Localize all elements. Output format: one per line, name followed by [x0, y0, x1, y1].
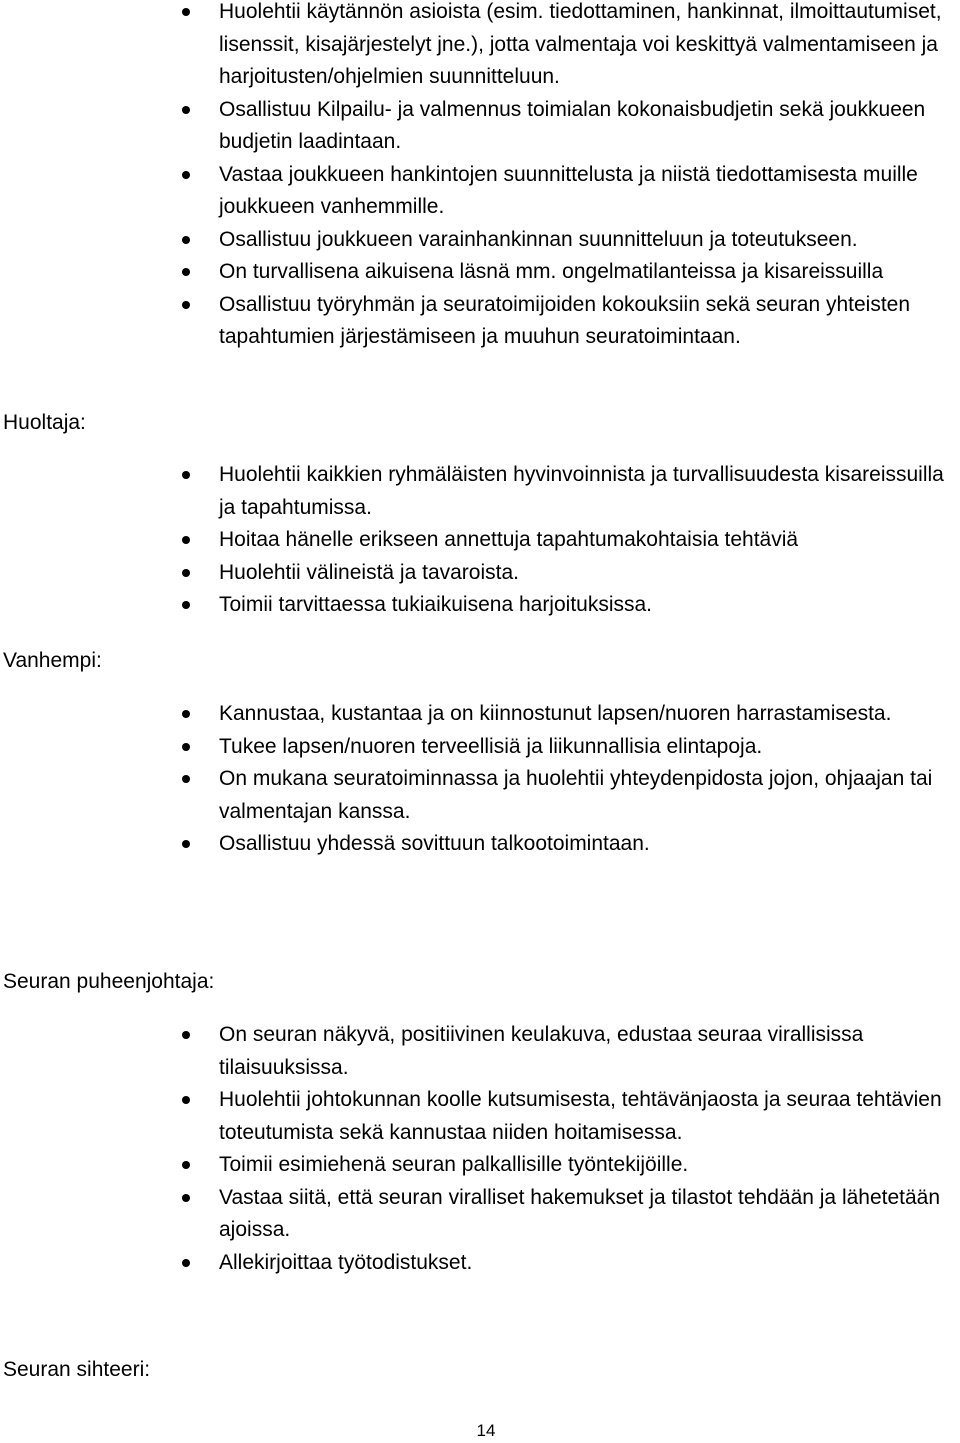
list-item: Osallistuu yhdessä sovittuun talkootoimintaan. [0, 828, 959, 861]
list-item: Huolehtii välineistä ja tavaroista. [0, 557, 959, 590]
page-number: 14 [476, 1421, 496, 1440]
list-item: Osallistuu työryhmän ja seuratoimijoiden kokouksiin sekä seuran yhteisten tapahtumien järjestämiseen ja muuhun seuratoimintaan. [0, 289, 959, 354]
list-item: On mukana seuratoiminnassa ja huolehtii yhteydenpidosta jojon, ohjaajan tai valmentajan kanssa. [0, 763, 959, 828]
huoltaja-heading: Huoltaja: [3, 411, 86, 434]
bullet-icon [182, 236, 190, 244]
bullet-icon [182, 106, 190, 114]
bullet-icon [182, 840, 190, 848]
bullet-icon [182, 171, 190, 179]
puheenjohtaja-heading: Seuran puheenjohtaja: [3, 970, 215, 993]
bullet-icon [182, 1031, 190, 1039]
list-item: Vastaa siitä, että seuran viralliset hakemukset ja tilastot tehdään ja lähetetään ajoissa. [0, 1182, 959, 1247]
list-item: Huolehtii käytännön asioista (esim. tiedottaminen, hankinnat, ilmoittautumiset, lisenssit, kisajärjestelyt jne.), jotta valmentaja voi keskittyä valmentamiseen ja harjoitusten/ohjelmien suunnitteluun. [0, 0, 959, 94]
list-item: Kannustaa, kustantaa ja on kiinnostunut lapsen/nuoren harrastamisesta. [0, 698, 959, 731]
bullet-icon [182, 268, 190, 276]
top-duties-list [0, 0, 959, 354]
bullet-icon [182, 1259, 190, 1267]
bullet-icon [182, 301, 190, 309]
list-item: On turvallisena aikuisena läsnä mm. ongelmatilanteissa ja kisareissuilla [0, 256, 959, 289]
huoltaja-duties-list [0, 459, 959, 622]
bullet-icon [182, 710, 190, 718]
bullet-icon [182, 8, 190, 16]
list-item: Allekirjoittaa työtodistukset. [0, 1247, 959, 1280]
list-item: Toimii tarvittaessa tukiaikuisena harjoituksissa. [0, 589, 959, 622]
bullet-icon [182, 601, 190, 609]
list-item: Osallistuu joukkueen varainhankinnan suunnitteluun ja toteutukseen. [0, 224, 959, 257]
vanhempi-heading: Vanhempi: [3, 649, 102, 672]
list-item: Huolehtii kaikkien ryhmäläisten hyvinvoinnista ja turvallisuudesta kisareissuilla ja tapahtumissa. [0, 459, 959, 524]
sihteeri-heading: Seuran sihteeri: [3, 1358, 151, 1381]
bullet-icon [182, 569, 190, 577]
list-item: Toimii esimiehenä seuran palkallisille työntekijöille. [0, 1149, 959, 1182]
bullet-icon [182, 536, 190, 544]
list-item: Osallistuu Kilpailu- ja valmennus toimialan kokonaisbudjetin sekä joukkueen budjetin laadintaan. [0, 94, 959, 159]
bullet-icon [182, 743, 190, 751]
list-item: Hoitaa hänelle erikseen annettuja tapahtumakohtaisia tehtäviä [0, 524, 959, 557]
bullet-icon [182, 775, 190, 783]
bullet-icon [182, 471, 190, 479]
bullet-icon [182, 1096, 190, 1104]
puheenjohtaja-duties-list [0, 1019, 959, 1279]
list-item: Tukee lapsen/nuoren terveellisiä ja liikunnallisia elintapoja. [0, 731, 959, 764]
list-item: On seuran näkyvä, positiivinen keulakuva, edustaa seuraa virallisissa tilaisuuksissa. [0, 1019, 959, 1084]
vanhempi-duties-list [0, 698, 959, 861]
list-item: Huolehtii johtokunnan koolle kutsumisesta, tehtävänjaosta ja seuraa tehtävien toteutumista sekä kannustaa niiden hoitamisessa. [0, 1084, 959, 1149]
bullet-icon [182, 1161, 190, 1169]
list-item: Vastaa joukkueen hankintojen suunnittelusta ja niistä tiedottamisesta muille joukkueen vanhemmille. [0, 159, 959, 224]
bullet-icon [182, 1194, 190, 1202]
